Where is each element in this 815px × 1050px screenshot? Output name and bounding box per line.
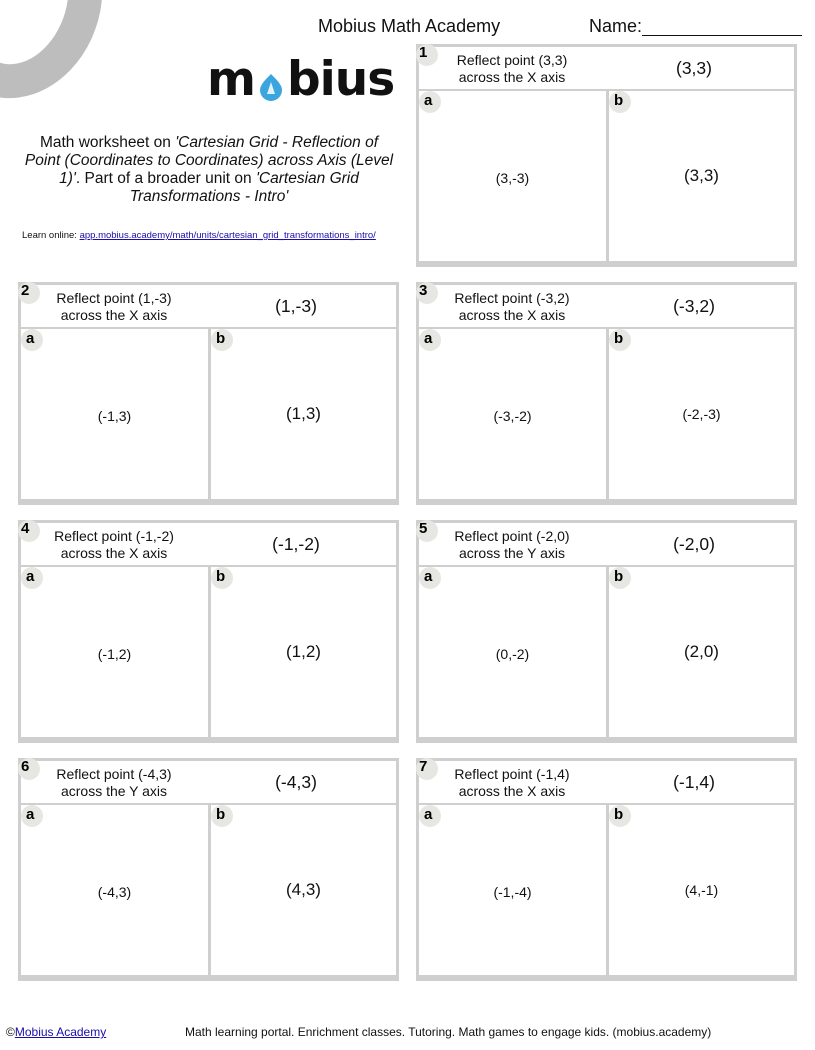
option-b-value: (4,-1) bbox=[684, 882, 719, 898]
question-point: (3,3) bbox=[676, 58, 712, 78]
question-inner bbox=[21, 282, 396, 499]
option-a-badge: a bbox=[419, 567, 441, 589]
mobius-academy-link[interactable]: Mobius Academy bbox=[14, 1025, 107, 1039]
site-title: Mobius Math Academy bbox=[318, 16, 501, 36]
prompt-line-1: Reflect point (3,3) bbox=[456, 52, 568, 68]
option-a-value: (-1,2) bbox=[97, 646, 132, 662]
question-number: 3 bbox=[416, 282, 438, 304]
question-point: (-2,0) bbox=[673, 534, 715, 554]
option-b-badge: b bbox=[211, 805, 233, 827]
option-b-value: (1,3) bbox=[286, 404, 321, 423]
option-a-value: (-1,3) bbox=[97, 408, 132, 424]
question-header bbox=[419, 758, 794, 803]
answer-option-b[interactable] bbox=[211, 805, 396, 975]
question-number: 4 bbox=[18, 520, 40, 542]
learn-online bbox=[22, 230, 376, 241]
desc-middle: . Part of a broader unit on bbox=[75, 170, 256, 187]
question-header bbox=[419, 282, 794, 327]
question-header bbox=[419, 520, 794, 565]
option-a-badge: a bbox=[419, 805, 441, 827]
question-header bbox=[419, 44, 794, 89]
option-b-value: (3,3) bbox=[684, 166, 719, 185]
question-number: 2 bbox=[18, 282, 40, 304]
worksheet-description bbox=[24, 134, 394, 206]
option-a-badge: a bbox=[419, 329, 441, 351]
footer-tagline: Math learning portal. Enrichment classes. Tutoring. Math games to engage kids. (mobius.academy) bbox=[185, 1025, 712, 1039]
prompt-line-2: across the X axis bbox=[458, 69, 566, 85]
question-point: (-4,3) bbox=[275, 772, 317, 792]
prompt-line-2: across the X axis bbox=[458, 307, 566, 323]
name-field-line[interactable] bbox=[642, 35, 802, 36]
option-a-badge: a bbox=[21, 805, 43, 827]
question-number: 5 bbox=[416, 520, 438, 542]
prompt-line-2: across the X axis bbox=[458, 783, 566, 799]
prompt-line-1: Reflect point (-2,0) bbox=[454, 528, 570, 544]
answer-option-b[interactable] bbox=[609, 567, 794, 737]
desc-topic: 'Cartesian Grid - Reflection of Point (Coordinates to Coordinates) across Axis (Level 1)' bbox=[24, 134, 394, 187]
answer-option-a[interactable] bbox=[21, 805, 208, 975]
prompt-line-1: Reflect point (-1,4) bbox=[454, 766, 570, 782]
option-b-value: (-2,-3) bbox=[682, 406, 721, 422]
question-point: (-3,2) bbox=[673, 296, 715, 316]
learn-online-link[interactable]: app.mobius.academy/math/units/cartesian_grid_transformations_intro/ bbox=[79, 230, 376, 241]
question-inner bbox=[21, 520, 396, 737]
prompt-line-1: Reflect point (1,-3) bbox=[56, 290, 172, 306]
option-a-badge: a bbox=[21, 567, 43, 589]
question-prompt bbox=[39, 290, 189, 324]
question-inner bbox=[419, 44, 794, 261]
answer-option-a[interactable] bbox=[21, 567, 208, 737]
answer-option-a[interactable] bbox=[419, 805, 606, 975]
answer-option-a[interactable] bbox=[419, 91, 606, 261]
answer-option-b[interactable] bbox=[609, 91, 794, 261]
option-b-badge: b bbox=[609, 329, 631, 351]
question-point: (1,-3) bbox=[275, 296, 317, 316]
option-a-value: (-3,-2) bbox=[493, 408, 532, 424]
question-4 bbox=[18, 520, 399, 743]
option-b-badge: b bbox=[211, 329, 233, 351]
question-point: (-1,4) bbox=[673, 772, 715, 792]
prompt-line-2: across the X axis bbox=[60, 545, 168, 561]
prompt-line-1: Reflect point (-3,2) bbox=[454, 290, 570, 306]
question-prompt bbox=[437, 766, 587, 800]
option-a-value: (3,-3) bbox=[495, 170, 530, 186]
prompt-line-2: across the X axis bbox=[60, 307, 168, 323]
copyright-symbol: © bbox=[6, 1025, 15, 1039]
question-number: 7 bbox=[416, 758, 438, 780]
option-b-value: (4,3) bbox=[286, 880, 321, 899]
question-prompt bbox=[437, 528, 587, 562]
answer-option-b[interactable] bbox=[211, 329, 396, 499]
question-point: (-1,-2) bbox=[272, 534, 320, 554]
question-prompt bbox=[39, 766, 189, 800]
option-b-badge: b bbox=[609, 91, 631, 113]
option-b-badge: b bbox=[211, 567, 233, 589]
question-header bbox=[21, 520, 396, 565]
answer-option-b[interactable] bbox=[609, 805, 794, 975]
question-prompt bbox=[39, 528, 189, 562]
question-header bbox=[21, 758, 396, 803]
prompt-line-2: across the Y axis bbox=[60, 783, 168, 799]
decorative-arc bbox=[0, 0, 129, 121]
option-b-badge: b bbox=[609, 805, 631, 827]
prompt-line-1: Reflect point (-1,-2) bbox=[54, 528, 174, 544]
question-number: 6 bbox=[18, 758, 40, 780]
logo-text-left: m bbox=[207, 52, 255, 107]
question-2 bbox=[18, 282, 399, 505]
question-inner bbox=[21, 758, 396, 975]
footer-copyright bbox=[6, 1025, 106, 1039]
logo-text-right: bius bbox=[286, 52, 395, 107]
learn-online-label: Learn online: bbox=[22, 230, 80, 241]
question-prompt bbox=[437, 290, 587, 324]
name-label: Name: bbox=[589, 16, 643, 36]
desc-prefix: Math worksheet on bbox=[39, 134, 176, 151]
answer-option-a[interactable] bbox=[21, 329, 208, 499]
answer-option-a[interactable] bbox=[419, 329, 606, 499]
mobius-logo bbox=[207, 52, 395, 107]
question-3 bbox=[416, 282, 797, 505]
option-a-value: (-4,3) bbox=[97, 884, 132, 900]
answer-option-a[interactable] bbox=[419, 567, 606, 737]
question-5 bbox=[416, 520, 797, 743]
desc-unit: 'Cartesian Grid Transformations - Intro' bbox=[129, 170, 359, 205]
option-a-badge: a bbox=[21, 329, 43, 351]
question-inner bbox=[419, 520, 794, 737]
question-inner bbox=[419, 758, 794, 975]
question-number: 1 bbox=[416, 44, 438, 66]
option-a-value: (0,-2) bbox=[495, 646, 530, 662]
prompt-line-1: Reflect point (-4,3) bbox=[56, 766, 172, 782]
question-6 bbox=[18, 758, 399, 981]
option-b-value: (1,2) bbox=[286, 642, 321, 661]
question-inner bbox=[419, 282, 794, 499]
option-a-value: (-1,-4) bbox=[493, 884, 532, 900]
answer-option-b[interactable] bbox=[211, 567, 396, 737]
question-1 bbox=[416, 44, 797, 267]
answer-option-b[interactable] bbox=[609, 329, 794, 499]
option-b-value: (2,0) bbox=[684, 642, 719, 661]
question-prompt bbox=[437, 52, 587, 86]
question-header bbox=[21, 282, 396, 327]
option-b-badge: b bbox=[609, 567, 631, 589]
prompt-line-2: across the Y axis bbox=[458, 545, 566, 561]
logo-o-icon bbox=[256, 71, 286, 101]
option-a-badge: a bbox=[419, 91, 441, 113]
question-7 bbox=[416, 758, 797, 981]
